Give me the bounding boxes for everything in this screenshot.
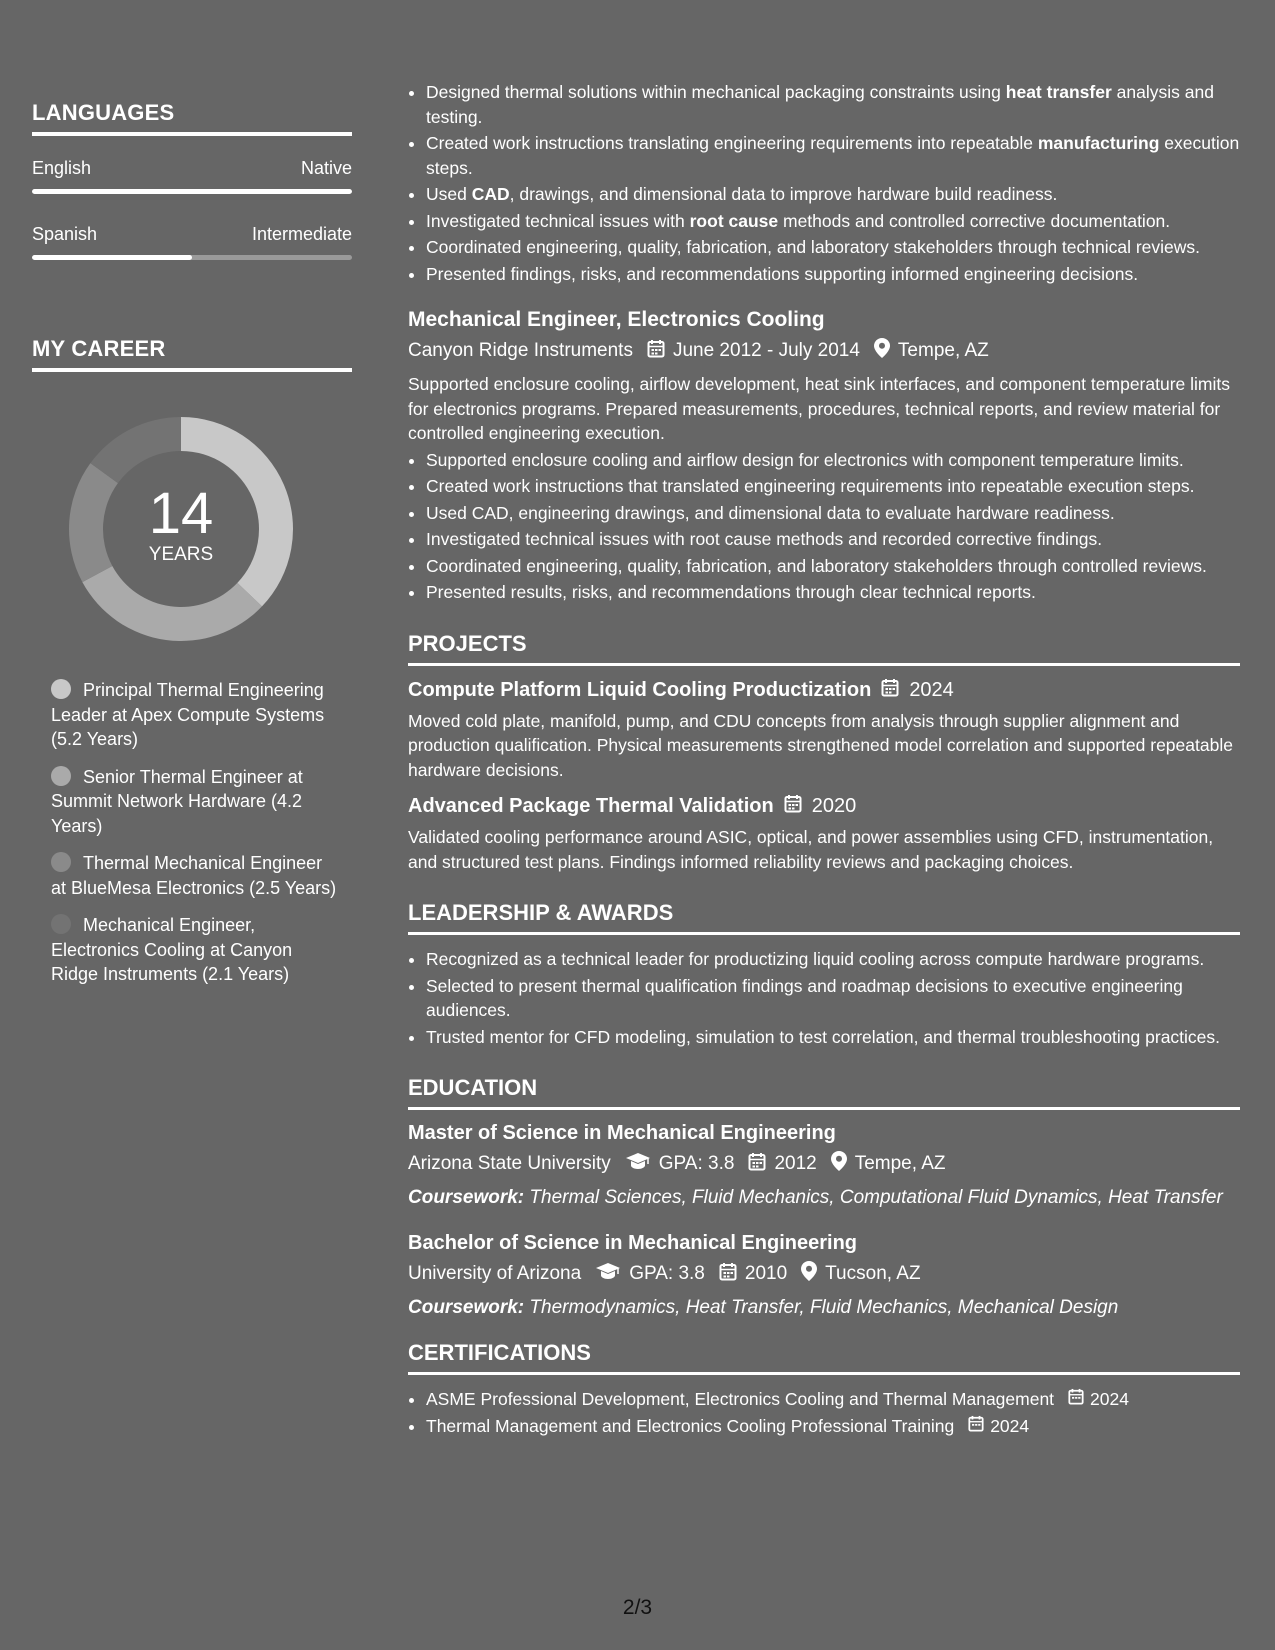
career-legend-text: Principal Thermal Engineering Leader at Apex Compute Systems (5.2 Years) [51,680,325,749]
leadership-list [408,947,1240,1049]
languages-heading: LANGUAGES [32,100,352,136]
coursework: Coursework: Thermodynamics, Heat Transfer, Fluid Mechanics, Mechanical Design [408,1297,1119,1318]
job-bullet: • Investigated technical issues with root cause methods and recorded corrective findings. [426,527,1240,552]
career-section [32,336,352,987]
experience-bullet: • Investigated technical issues with root cause methods and controlled corrective documentation. [426,209,1240,234]
experience-bullet: • Presented findings, risks, and recommendations supporting informed engineering decisions. [426,262,1240,287]
project-description: Moved cold plate, manifold, pump, and CDU concepts from analysis through supplier alignment and production qualification. Physical measurements strengthened model correlation and supported repeatable hardware decisions. [408,710,1233,780]
calendar-icon [647,339,665,364]
legend-dot-icon [51,852,71,872]
career-legend-item [51,851,341,900]
school-name: University of Arizona [408,1263,582,1284]
page-number: 2/3 [622,1596,653,1619]
career-legend-item [51,913,341,987]
career-donut-chart [66,414,296,644]
education-meta [408,1151,1240,1177]
project-item [408,678,1240,783]
experience-bullet: • Created work instructions translating engineering requirements into repeatable manufacturing execution steps. [426,131,1240,180]
language-level-fill [32,255,192,260]
calendar-icon [748,1152,766,1177]
education-meta [408,1261,1240,1287]
calendar-icon [1068,1387,1084,1412]
leadership-heading: LEADERSHIP & AWARDS [408,900,1240,935]
project-year: 2020 [811,795,857,817]
language-name: Spanish [32,224,98,244]
job-entry [408,308,1240,605]
language-level-bar [32,189,352,194]
job-location: Tempe, AZ [897,340,989,361]
certifications-list [408,1387,1240,1438]
language-level: Intermediate [251,224,352,244]
leadership-item: • Recognized as a technical leader for productizing liquid cooling across compute hardware programs. [426,947,1240,972]
project-item [408,794,1240,874]
job-bullet: • Coordinated engineering, quality, fabrication, and laboratory stakeholders through controlled reviews. [426,554,1240,579]
graduation-cap-icon [625,1152,651,1176]
career-legend-item [51,678,341,752]
calendar-icon [881,678,899,703]
job-bullet: • Supported enclosure cooling and airflow design for electronics with component temperature limits. [426,448,1240,473]
school-name: Arizona State University [408,1153,611,1174]
location-pin-icon [831,1151,847,1177]
job-dates: June 2012 - July 2014 [672,340,860,361]
language-level-fill [32,189,352,194]
job-bullet: • Created work instructions that translated engineering requirements into repeatable execution steps. [426,474,1240,499]
gpa: GPA: 3.8 [658,1153,735,1174]
language-level-bar [32,255,352,260]
certifications-heading: CERTIFICATIONS [408,1340,1240,1375]
experience-top-bullets [408,80,1240,286]
leadership-item: • Selected to present thermal qualification findings and roadmap decisions to executive engineering audiences. [426,974,1240,1023]
education-item [408,1232,1240,1320]
education-item [408,1122,1240,1210]
leadership-item: • Trusted mentor for CFD modeling, simulation to test correlation, and thermal troubleshooting practices. [426,1025,1240,1050]
right-column [408,80,1240,1440]
job-bullets [408,448,1240,605]
projects-heading: PROJECTS [408,631,1240,666]
calendar-icon [968,1414,984,1439]
language-item [32,224,352,260]
language-level: Native [300,158,352,178]
career-legend-item [51,765,341,839]
job-title: Mechanical Engineer, Electronics Cooling [408,308,825,331]
career-years-label: YEARS [148,544,214,565]
career-legend-text: Senior Thermal Engineer at Summit Network Hardware (4.2 Years) [51,766,303,836]
calendar-icon [719,1262,737,1287]
coursework: Coursework: Thermal Sciences, Fluid Mechanics, Computational Fluid Dynamics, Heat Transfer [408,1187,1223,1208]
graduation-year: 2010 [744,1263,788,1284]
project-year: 2024 [909,678,954,701]
certification-item: • Thermal Management and Electronics Cooling Professional Training 2024 [426,1414,1240,1439]
career-heading: MY CAREER [32,336,352,372]
experience-bullet: • Designed thermal solutions within mechanical packaging constraints using heat transfer analysis and testing. [426,80,1240,129]
gpa: GPA: 3.8 [629,1263,705,1284]
education-heading: EDUCATION [408,1075,1240,1110]
job-bullet: • Used CAD, engineering drawings, and dimensional data to evaluate hardware readiness. [426,501,1240,526]
certification-year: 2024 [1090,1389,1129,1409]
job-summary: Supported enclosure cooling, airflow development, heat sink interfaces, and component temperature limits for electronics programs. Prepared measurements, procedures, technical reports, and review material for controlled engineering execution. [408,374,1230,443]
location-pin-icon [801,1261,817,1287]
project-title: Compute Platform Liquid Cooling Productization [408,678,872,701]
project-title: Advanced Package Thermal Validation [408,795,774,817]
calendar-icon [784,794,802,819]
school-location: Tempe, AZ [854,1153,946,1174]
career-donut-segment [82,566,262,641]
language-item [32,158,352,194]
graduation-cap-icon [595,1262,621,1286]
legend-dot-icon [51,766,71,786]
left-column [32,100,352,1000]
legend-dot-icon [51,679,71,699]
job-meta [408,338,1240,364]
job-company: Canyon Ridge Instruments [408,340,633,361]
school-location: Tucson, AZ [825,1263,921,1284]
career-total-years: 14 [148,481,214,546]
language-name: English [32,158,92,178]
career-legend-text: Mechanical Engineer, Electronics Cooling at Canyon Ridge Instruments (2.1 Years) [51,915,293,984]
certification-year: 2024 [990,1415,1030,1436]
project-description: Validated cooling performance around ASIC, optical, and power assemblies using CFD, instrumentation, and structured test plans. Findings informed reliability reviews and packaging choices. [408,827,1214,872]
job-bullet: • Presented results, risks, and recommendations through clear technical reports. [426,580,1240,605]
degree-title: Bachelor of Science in Mechanical Engineering [408,1232,858,1254]
location-pin-icon [874,338,890,364]
career-legend [32,678,341,987]
experience-bullet: • Used CAD, drawings, and dimensional data to improve hardware build readiness. [426,182,1240,207]
career-legend-text: Thermal Mechanical Engineer at BlueMesa Electronics (2.5 Years) [51,853,337,898]
graduation-year: 2012 [774,1153,817,1174]
experience-bullet: • Coordinated engineering, quality, fabrication, and laboratory stakeholders through technical reviews. [426,235,1240,260]
legend-dot-icon [51,914,71,934]
degree-title: Master of Science in Mechanical Engineering [408,1122,836,1144]
certification-item: • ASME Professional Development, Electronics Cooling and Thermal Management 2024 [426,1387,1240,1412]
